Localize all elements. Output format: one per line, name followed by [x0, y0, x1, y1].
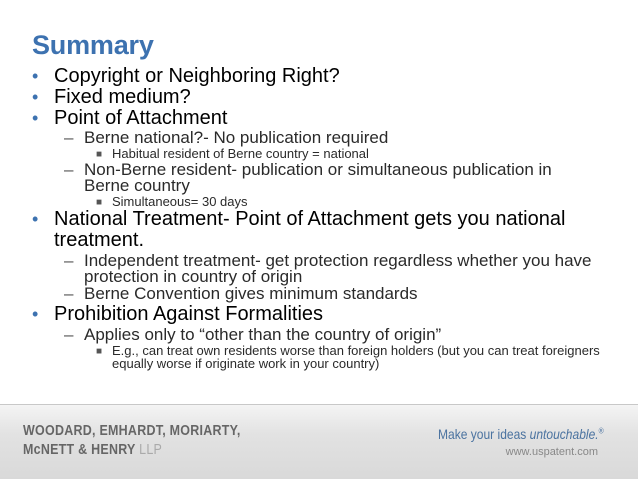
tagline-prefix: Make your ideas — [438, 426, 530, 442]
bullet-dot-icon: • — [32, 304, 39, 324]
sub-sub-bullet-item — [30, 195, 630, 208]
firm-name-line2 — [23, 441, 241, 460]
sub-sub-bullet-text: Simultaneous= 30 days — [112, 194, 248, 209]
bullet-text: Fixed medium? — [54, 86, 191, 108]
dash-icon: – — [64, 128, 74, 147]
sub-sub-bullet-item — [30, 147, 630, 160]
sub-bullet-item — [30, 162, 630, 194]
dash-icon: – — [64, 284, 74, 303]
sub-bullet-text: Independent treatment- get protection regardless whether you have protection in country of origin — [84, 251, 592, 286]
firm-logo — [23, 422, 241, 460]
bullet-item — [30, 304, 630, 325]
website-link[interactable]: www.uspatent.com — [505, 446, 598, 458]
registered-mark: ® — [598, 426, 604, 436]
square-bullet-icon: ■ — [96, 197, 103, 208]
firm-name-line1: WOODARD, EMHARDT, MORIARTY, — [23, 423, 241, 439]
bullet-text: Copyright or Neighboring Right? — [54, 65, 340, 87]
bullet-text: Point of Attachment — [54, 107, 228, 129]
sub-bullet-text: Applies only to “other than the country of origin” — [84, 325, 442, 344]
dash-icon: – — [64, 325, 74, 344]
sub-bullet-text: Non-Berne resident- publication or simultaneous publication in Berne country — [84, 160, 552, 195]
bullet-item — [30, 87, 630, 108]
sub-bullet-item — [30, 286, 630, 302]
sub-bullet-item — [30, 253, 630, 285]
bullet-list — [30, 66, 630, 370]
sub-bullet-item — [30, 327, 630, 343]
tagline-emphasis: untouchable. — [529, 426, 599, 442]
tagline — [438, 426, 604, 442]
slide-title: Summary — [32, 30, 154, 60]
sub-sub-bullet-text: Habitual resident of Berne country = national — [112, 146, 369, 161]
bullet-item — [30, 209, 630, 251]
bullet-item — [30, 66, 630, 87]
square-bullet-icon: ■ — [96, 346, 103, 357]
firm-name-partners: McNETT & HENRY — [23, 442, 136, 458]
sub-bullet-text: Berne Convention gives minimum standards — [84, 284, 418, 303]
bullet-item — [30, 108, 630, 129]
sub-sub-bullet-text: E.g., can treat own residents worse than foreign holders (but you can treat foreigners equally worse if originate work in your country) — [112, 343, 600, 371]
sub-bullet-text: Berne national?- No publication required — [84, 128, 389, 147]
dash-icon: – — [64, 160, 74, 179]
sub-sub-bullet-item — [30, 344, 630, 370]
dash-icon: – — [64, 251, 74, 270]
bullet-dot-icon: • — [32, 66, 39, 86]
bullet-dot-icon: • — [32, 87, 39, 107]
firm-llp: LLP — [139, 442, 163, 458]
bullet-text: National Treatment- Point of Attachment gets you national treatment. — [54, 208, 566, 251]
bullet-dot-icon: • — [32, 108, 39, 128]
bullet-text: Prohibition Against Formalities — [54, 303, 324, 325]
square-bullet-icon: ■ — [96, 149, 103, 160]
bullet-dot-icon: • — [32, 209, 39, 229]
sub-bullet-item — [30, 130, 630, 146]
